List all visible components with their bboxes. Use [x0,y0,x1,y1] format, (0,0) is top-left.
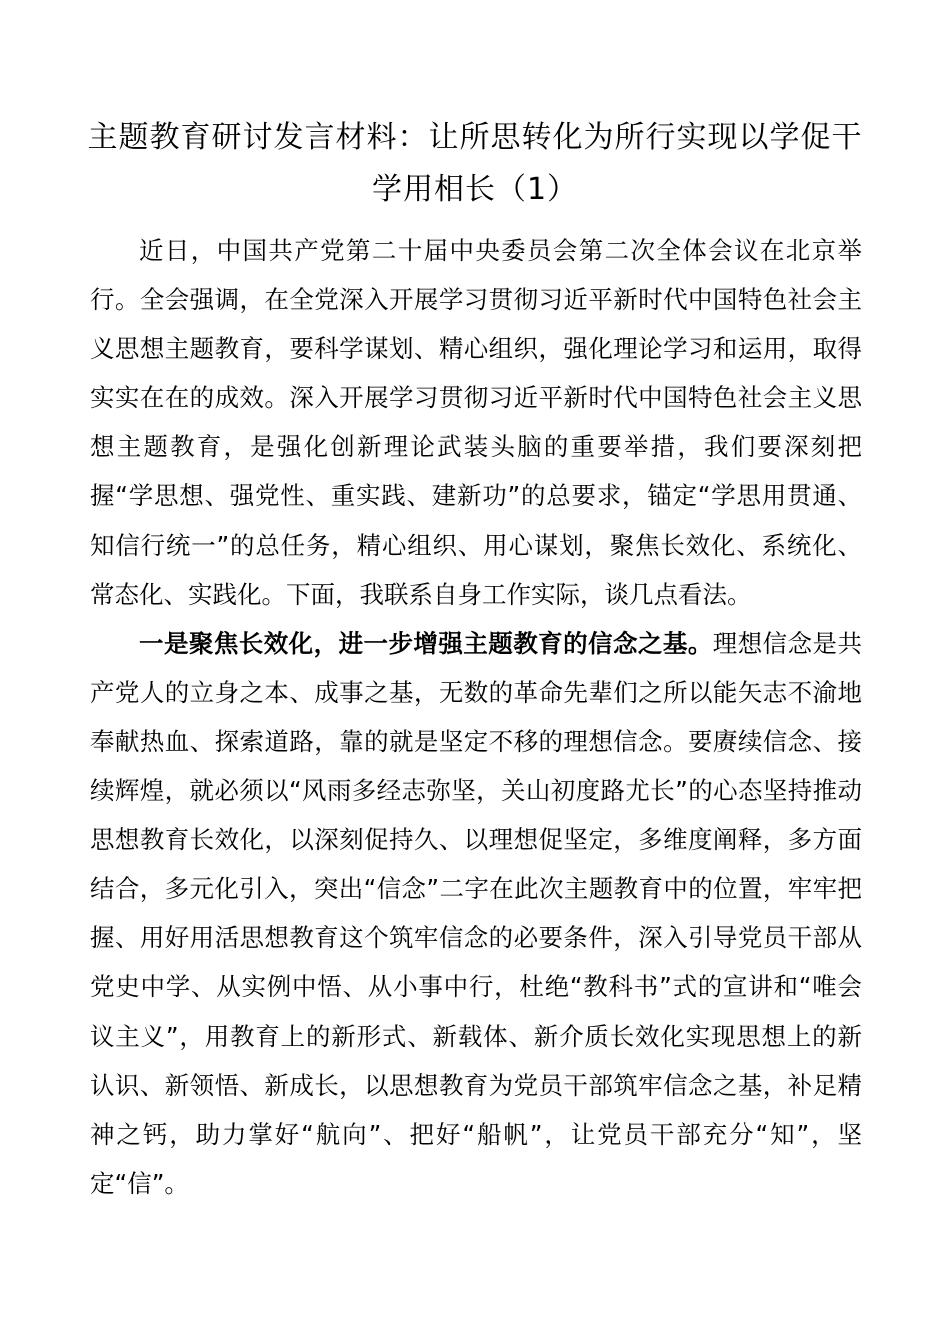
document-body [90,226,862,1208]
paragraph-point-one-heading: 一是聚焦长效化，进一步增强主题教育的信念之基。 [139,628,713,658]
document-title: 主题教育研讨发言材料：让所思转化为所行实现以学促干学用相长（1） [87,120,863,207]
paragraph-point-one-text: 理想信念是共产党人的立身之本、成事之基，无数的革命先辈们之所以能矢志不渝地奉献热血、探索道路，靠的就是坚定不移的理想信念。要赓续信念、接续辉煌，就必须以“风雨多经志弥坚，关山初度路尤长”的心态坚持推动思想教育长效化，以深刻促持久、以理想促坚定，多维度阐释，多方面结合，多元化引入，突出“信念”二字在此次主题教育中的位置，牢牢把握、用好用活思想教育这个筑牢信念的必要条件，深入引导党员干部从党史中学、从实例中悟、从小事中行，杜绝“教科书”式的宣讲和“唯会议主义”，用教育上的新形式、新载体、新介质长效化实现思想上的新认识、新领悟、新成长，以思想教育为党员干部筑牢信念之基，补足精神之钙，助力掌好“航向”、把好“船帆”，让党员干部充分“知”，坚定“信”。 [90,628,862,1198]
paragraph-intro-text: 近日，中国共产党第二十届中央委员会第二次全体会议在北京举行。全会强调，在全党深入开展学习贯彻习近平新时代中国特色社会主义思想主题教育，要科学谋划、精心组织，强化理论学习和运用，取得实实在在的成效。深入开展学习贯彻习近平新时代中国特色社会主义思想主题教育，是强化创新理论武装头脑的重要举措，我们要深刻把握“学思想、强党性、重实践、建新功”的总要求，锚定“学思用贯通、知信行统一”的总任务，精心组织、用心谋划，聚焦长效化、系统化、常态化、实践化。下面，我联系自身工作实际，谈几点看法。 [90,236,862,609]
paragraph-point-one [90,619,862,1208]
paragraph-intro [90,226,862,619]
